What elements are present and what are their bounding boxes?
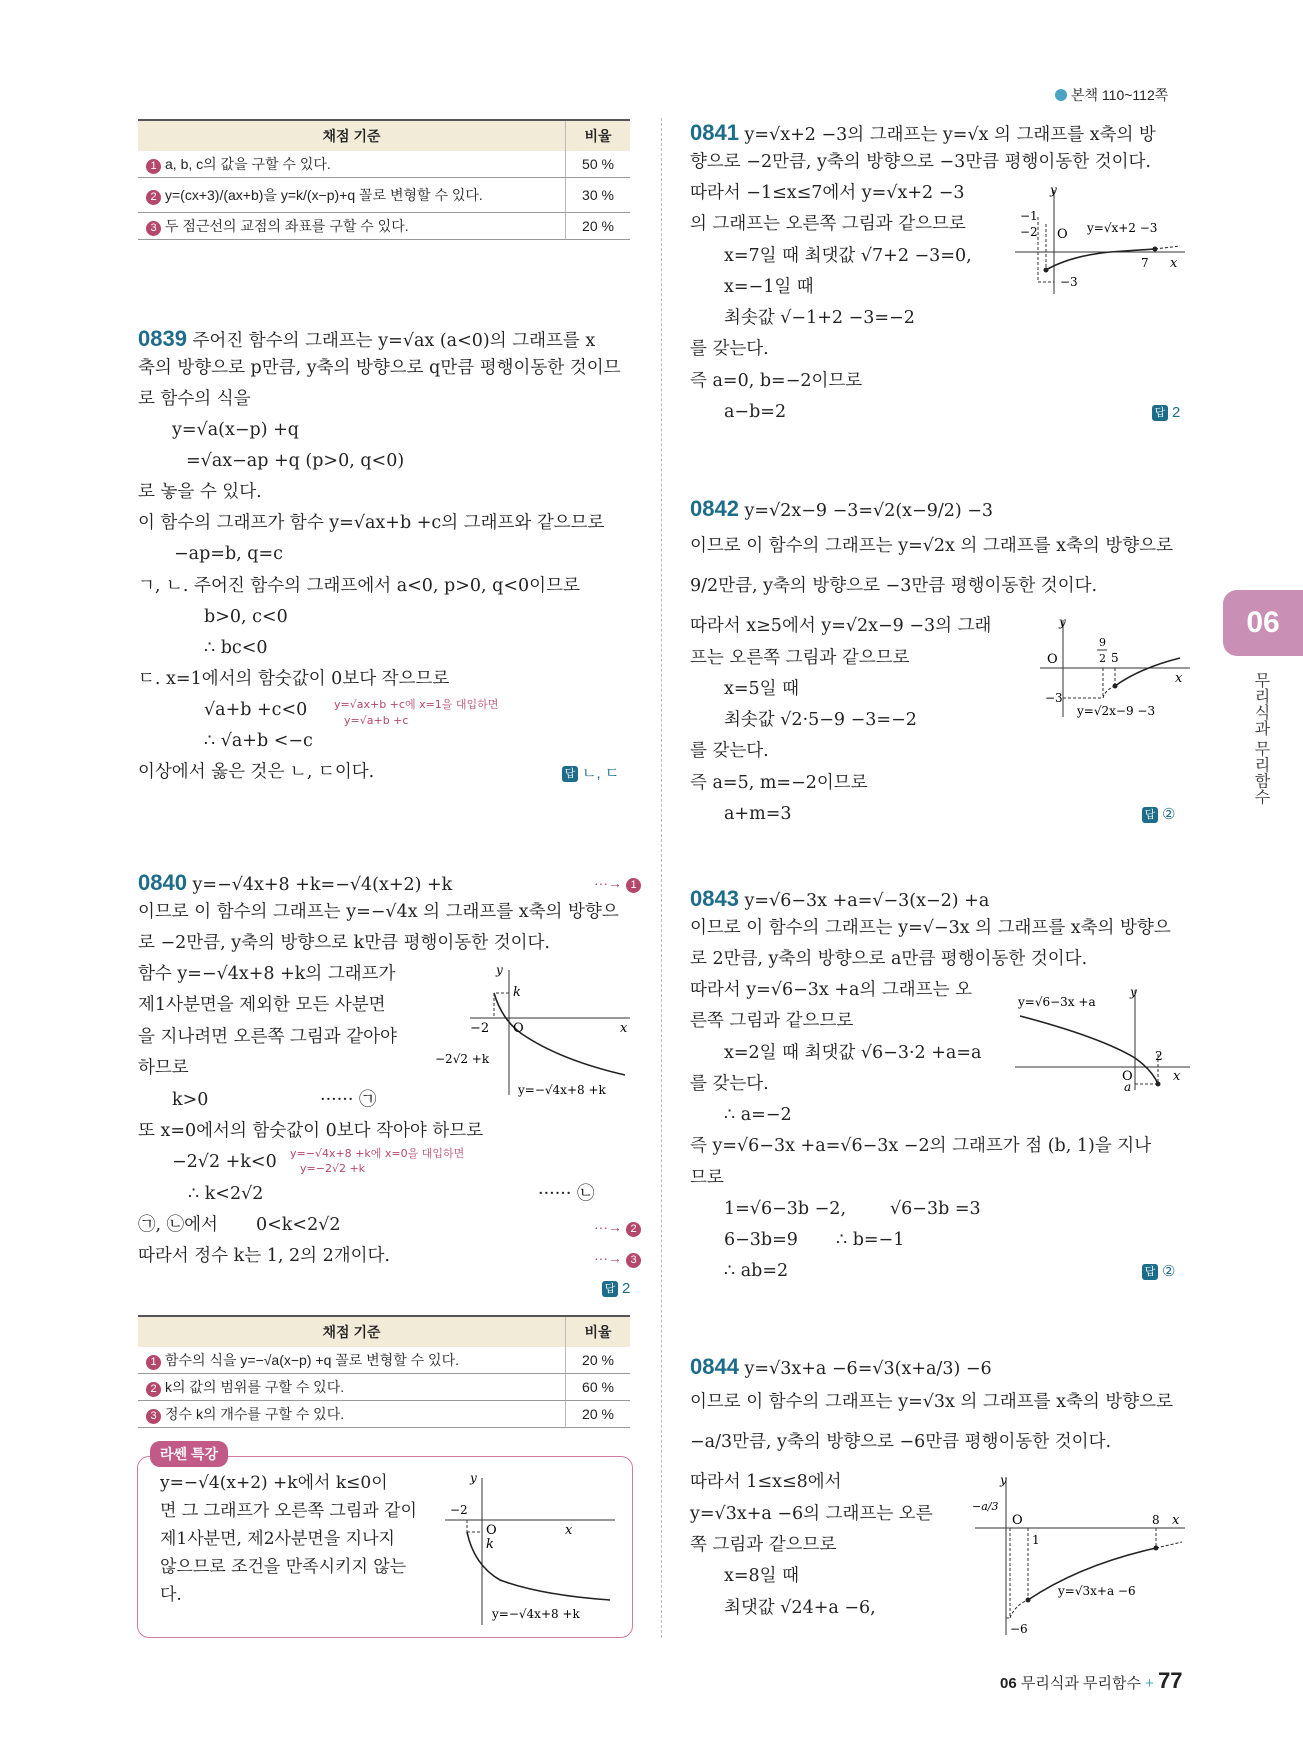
svg-text:9: 9 bbox=[1099, 636, 1106, 649]
table-row: 2 k의 값의 범위를 구할 수 있다. 60 % bbox=[138, 1374, 630, 1401]
annotation: y=√a+b +c bbox=[344, 714, 409, 727]
chapter-tab: 06 bbox=[1223, 590, 1303, 656]
answer: 답 ② bbox=[1142, 807, 1175, 823]
svg-text:k: k bbox=[486, 1537, 494, 1552]
answer: 답 2 bbox=[602, 1281, 630, 1297]
svg-text:k: k bbox=[513, 985, 521, 1000]
table-row: 3 두 점근선의 교점의 좌표를 구할 수 있다. 20 % bbox=[138, 213, 630, 240]
svg-text:−3: −3 bbox=[1060, 275, 1078, 289]
ref-icon bbox=[1055, 89, 1067, 101]
svg-text:y: y bbox=[1000, 1473, 1007, 1487]
svg-text:x: x bbox=[1172, 1513, 1180, 1528]
svg-text:x: x bbox=[620, 1021, 628, 1036]
svg-text:y=√3x+a −6: y=√3x+a −6 bbox=[1058, 1584, 1136, 1598]
scoring-table-0840: 채점 기준 비율 1 함수의 식을 y=−√a(x−p) +q 꼴로 변형할 수 있다. 20 % 2 k의 값의 범위를 구할 수 있다. 60 % 3 정수 k의 개수를 구할 수 있다. 20 % bbox=[138, 1315, 630, 1428]
svg-text:y=−√4x+8 +k: y=−√4x+8 +k bbox=[492, 1607, 580, 1621]
svg-text:O: O bbox=[1012, 1513, 1023, 1528]
svg-text:y: y bbox=[1059, 615, 1066, 629]
answer: 답 ㄴ, ㄷ bbox=[562, 766, 619, 782]
svg-text:x: x bbox=[565, 1523, 573, 1538]
graph-0841 bbox=[1010, 182, 1190, 297]
svg-text:−1: −1 bbox=[1020, 209, 1038, 223]
svg-text:1: 1 bbox=[1032, 1533, 1040, 1547]
svg-text:O: O bbox=[1047, 652, 1058, 667]
svg-text:2: 2 bbox=[1155, 1049, 1163, 1063]
problem-number: 0841 bbox=[690, 120, 739, 145]
graph-0842 bbox=[1035, 612, 1195, 722]
problem-number: 0843 bbox=[690, 886, 739, 911]
step-marker-1: ···→ 1 bbox=[594, 876, 641, 893]
svg-text:−2: −2 bbox=[470, 1021, 490, 1036]
graph-tip bbox=[440, 1470, 620, 1630]
svg-text:y: y bbox=[496, 963, 503, 977]
graph-0840 bbox=[430, 960, 635, 1100]
footer: 06 무리식과 무리함수 + 77 bbox=[1000, 1668, 1183, 1693]
annotation: y=√ax+b +c에 x=1을 대입하면 bbox=[334, 698, 499, 711]
function-curve bbox=[1115, 658, 1180, 686]
svg-text:a: a bbox=[1124, 1080, 1132, 1092]
page-number: 77 bbox=[1158, 1668, 1183, 1693]
table-row: 1 a, b, c의 값을 구할 수 있다. 50 % bbox=[138, 151, 630, 178]
answer: 답 2 bbox=[1152, 405, 1180, 421]
graph-0843 bbox=[1010, 982, 1195, 1092]
svg-text:−2: −2 bbox=[1020, 225, 1038, 239]
svg-text:y=√x+2 −3: y=√x+2 −3 bbox=[1087, 221, 1158, 235]
svg-text:7: 7 bbox=[1141, 256, 1149, 270]
svg-text:−a/3: −a/3 bbox=[972, 1500, 999, 1513]
column-divider bbox=[661, 118, 662, 1638]
svg-text:x: x bbox=[1173, 1069, 1181, 1084]
svg-text:5: 5 bbox=[1111, 651, 1119, 665]
problem-number: 0840 bbox=[138, 870, 187, 895]
page-ref: 본책 110~112쪽 bbox=[1055, 88, 1168, 102]
svg-text:y: y bbox=[1050, 183, 1057, 197]
svg-text:−6: −6 bbox=[1010, 1622, 1028, 1636]
problem-number: 0842 bbox=[690, 496, 739, 521]
function-curve bbox=[1020, 1016, 1158, 1084]
svg-text:−2: −2 bbox=[450, 1503, 468, 1517]
table-row: 1 함수의 식을 y=−√a(x−p) +q 꼴로 변형할 수 있다. 20 % bbox=[138, 1347, 630, 1374]
table-row: 2 y=(cx+3)/(ax+b)을 y=k/(x−p)+q 꼴로 변형할 수 있다. 30 % bbox=[138, 178, 630, 213]
problem-number: 0844 bbox=[690, 1354, 739, 1379]
annotation: y=−2√2 +k bbox=[300, 1162, 366, 1175]
svg-text:2: 2 bbox=[1099, 652, 1106, 665]
chapter-side-title: 무리식과 무리함수 bbox=[1252, 672, 1269, 805]
step-marker-3: ···→ 3 bbox=[594, 1251, 641, 1268]
svg-text:x: x bbox=[1170, 256, 1178, 271]
step-marker-2: ···→ 2 bbox=[594, 1220, 641, 1237]
svg-text:x: x bbox=[1175, 671, 1183, 686]
svg-text:−3: −3 bbox=[1045, 691, 1063, 705]
answer: 답 ② bbox=[1142, 1264, 1175, 1280]
svg-text:O: O bbox=[1057, 227, 1068, 242]
svg-text:y=−√4x+8 +k: y=−√4x+8 +k bbox=[518, 1083, 606, 1097]
svg-text:−2√2 +k: −2√2 +k bbox=[435, 1052, 490, 1066]
svg-text:y=√6−3x +a: y=√6−3x +a bbox=[1018, 995, 1096, 1009]
svg-text:O: O bbox=[513, 1021, 524, 1036]
svg-text:O: O bbox=[1122, 1069, 1133, 1084]
scoring-table-0838: 채점 기준 비율 1 a, b, c의 값을 구할 수 있다. 50 % 2 y=(cx+3)/(ax+b)을 y=k/(x−p)+q 꼴로 변형할 수 있다. 30 % 3 두 점근선의 교점의 좌표를 구할 수 있다. 20 % bbox=[138, 119, 630, 240]
svg-text:y: y bbox=[1130, 985, 1137, 999]
annotation: y=−√4x+8 +k에 x=0을 대입하면 bbox=[290, 1147, 465, 1160]
tip-label: 라쎈 특강 bbox=[150, 1441, 228, 1467]
svg-text:O: O bbox=[486, 1523, 497, 1538]
table-row: 3 정수 k의 개수를 구할 수 있다. 20 % bbox=[138, 1401, 630, 1428]
svg-text:y: y bbox=[470, 1471, 477, 1485]
svg-text:8: 8 bbox=[1152, 1513, 1160, 1527]
problem-number: 0839 bbox=[138, 326, 187, 351]
svg-text:y=√2x−9 −3: y=√2x−9 −3 bbox=[1077, 704, 1156, 718]
graph-0844 bbox=[970, 1470, 1190, 1638]
